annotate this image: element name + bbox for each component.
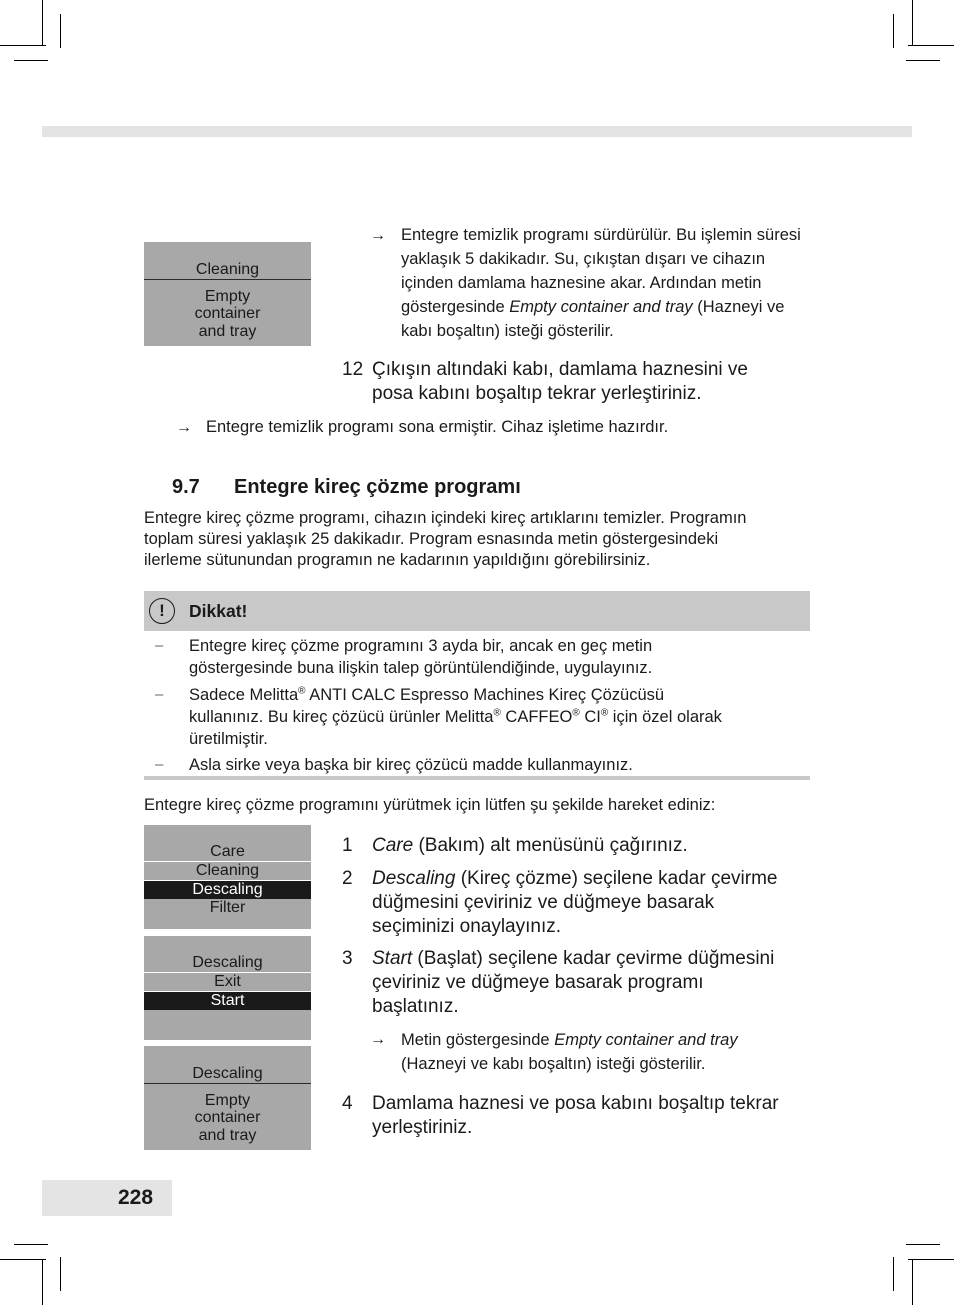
page-number: 228 <box>118 1186 154 1209</box>
header-bar <box>42 126 912 137</box>
display-message-line: Empty <box>204 288 251 305</box>
display-cleaning <box>144 242 311 346</box>
step-text: Descaling (Kireç çözme) seçilene kadar çevirme düğmesini çeviriniz ve düğmeye basarak seçiminizi onaylayınız. <box>372 868 778 937</box>
result-arrow-icon: → <box>176 419 192 436</box>
menu-row-exit: Exit <box>144 973 311 992</box>
display-descaling-menu <box>144 936 311 1040</box>
step-text: Damlama haznesi ve posa kabını boşaltıp tekrar yerleştiriniz. <box>372 1093 779 1138</box>
display-message-line: and tray <box>198 323 257 340</box>
display-message-line: container <box>194 305 261 322</box>
step-text: Care (Bakım) alt menüsünü çağırınız. <box>372 835 688 856</box>
intro-paragraph: Entegre kireç çözme programı, cihazın içindeki kireç artıklarını temizler. Programın toplam süresi yaklaşık 25 dakikadır. Program esnasında metin göstergesindeki ilerleme sütunundan programın ne kadarının yapıldığını görebilirsiniz. <box>144 509 747 569</box>
section-title: Entegre kireç çözme programı <box>234 476 521 498</box>
step-number: 12 <box>342 359 364 380</box>
display-message-line: Empty <box>204 1092 251 1109</box>
display-message-line: container <box>194 1109 261 1126</box>
dash-bullet: – <box>155 686 164 703</box>
menu-row-descaling: Descaling <box>144 954 311 973</box>
warning-title: Dikkat! <box>189 601 248 621</box>
dash-bullet: – <box>155 637 164 654</box>
display-header: Descaling <box>144 1064 311 1084</box>
lead-text: Entegre kireç çözme programını yürütmek için lütfen şu şekilde hareket ediniz: <box>144 796 716 814</box>
step-text: Start (Başlat) seçilene kadar çevirme düğmesini çeviriniz ve düğmeye basarak programı başlatınız. <box>372 948 775 1017</box>
menu-row-start-selected: Start <box>144 992 311 1010</box>
menu-row-descaling-selected: Descaling <box>144 881 311 899</box>
display-descaling-empty <box>144 1046 311 1150</box>
exclamation-icon: ! <box>149 598 175 624</box>
step-text: Çıkışın altındaki kabı, damlama haznesini ve posa kabını boşaltıp tekrar yerleştiriniz. <box>372 359 748 404</box>
menu-row-filter: Filter <box>209 899 246 916</box>
step-number: 1 <box>342 835 353 856</box>
section-number: 9.7 <box>172 476 200 498</box>
step-number: 3 <box>342 948 353 969</box>
result-arrow-icon: → <box>370 227 386 244</box>
warning-item: Entegre kireç çözme programını 3 ayda bir, ancak en geç metin göstergesinde buna ilişkin talep görüntülendiğinde, uygulayınız. <box>189 637 653 677</box>
display-header: Cleaning <box>144 260 311 280</box>
display-care-menu <box>144 825 311 929</box>
result-arrow-icon: → <box>370 1031 386 1048</box>
step-number: 2 <box>342 868 353 889</box>
warning-item: Asla sirke veya başka bir kireç çözücü madde kullanmayınız. <box>189 756 633 774</box>
warning-item: Sadece Melitta® ANTI CALC Espresso Machines Kireç Çözücüsü kullanınız. Bu kireç çözücü ürünler Melitta® CAFFEO® CI® için özel olarak üretilmiştir. <box>189 685 722 748</box>
dash-bullet: – <box>155 756 164 773</box>
result-text: Metin göstergesinde Empty container and tray (Hazneyi ve kabı boşaltın) isteği gösterilir. <box>401 1031 738 1073</box>
menu-row-care: Care <box>144 843 311 862</box>
display-message-line: and tray <box>198 1127 257 1144</box>
step-number: 4 <box>342 1093 353 1114</box>
result-text: Entegre temizlik programı sürdürülür. Bu işlemin süresi yaklaşık 5 dakikadır. Su, çıkıştan dışarı ve cihazın içinden damlama haznesine akar. Ardından metin göstergesinde Empty container and tray (Hazneyi ve kabı boşaltın) isteği gösterilir. <box>401 226 801 340</box>
menu-row-cleaning: Cleaning <box>144 862 311 881</box>
result-text: Entegre temizlik programı sona ermiştir. Cihaz işletime hazırdır. <box>206 418 669 436</box>
warning-bottom-rule <box>144 776 810 780</box>
